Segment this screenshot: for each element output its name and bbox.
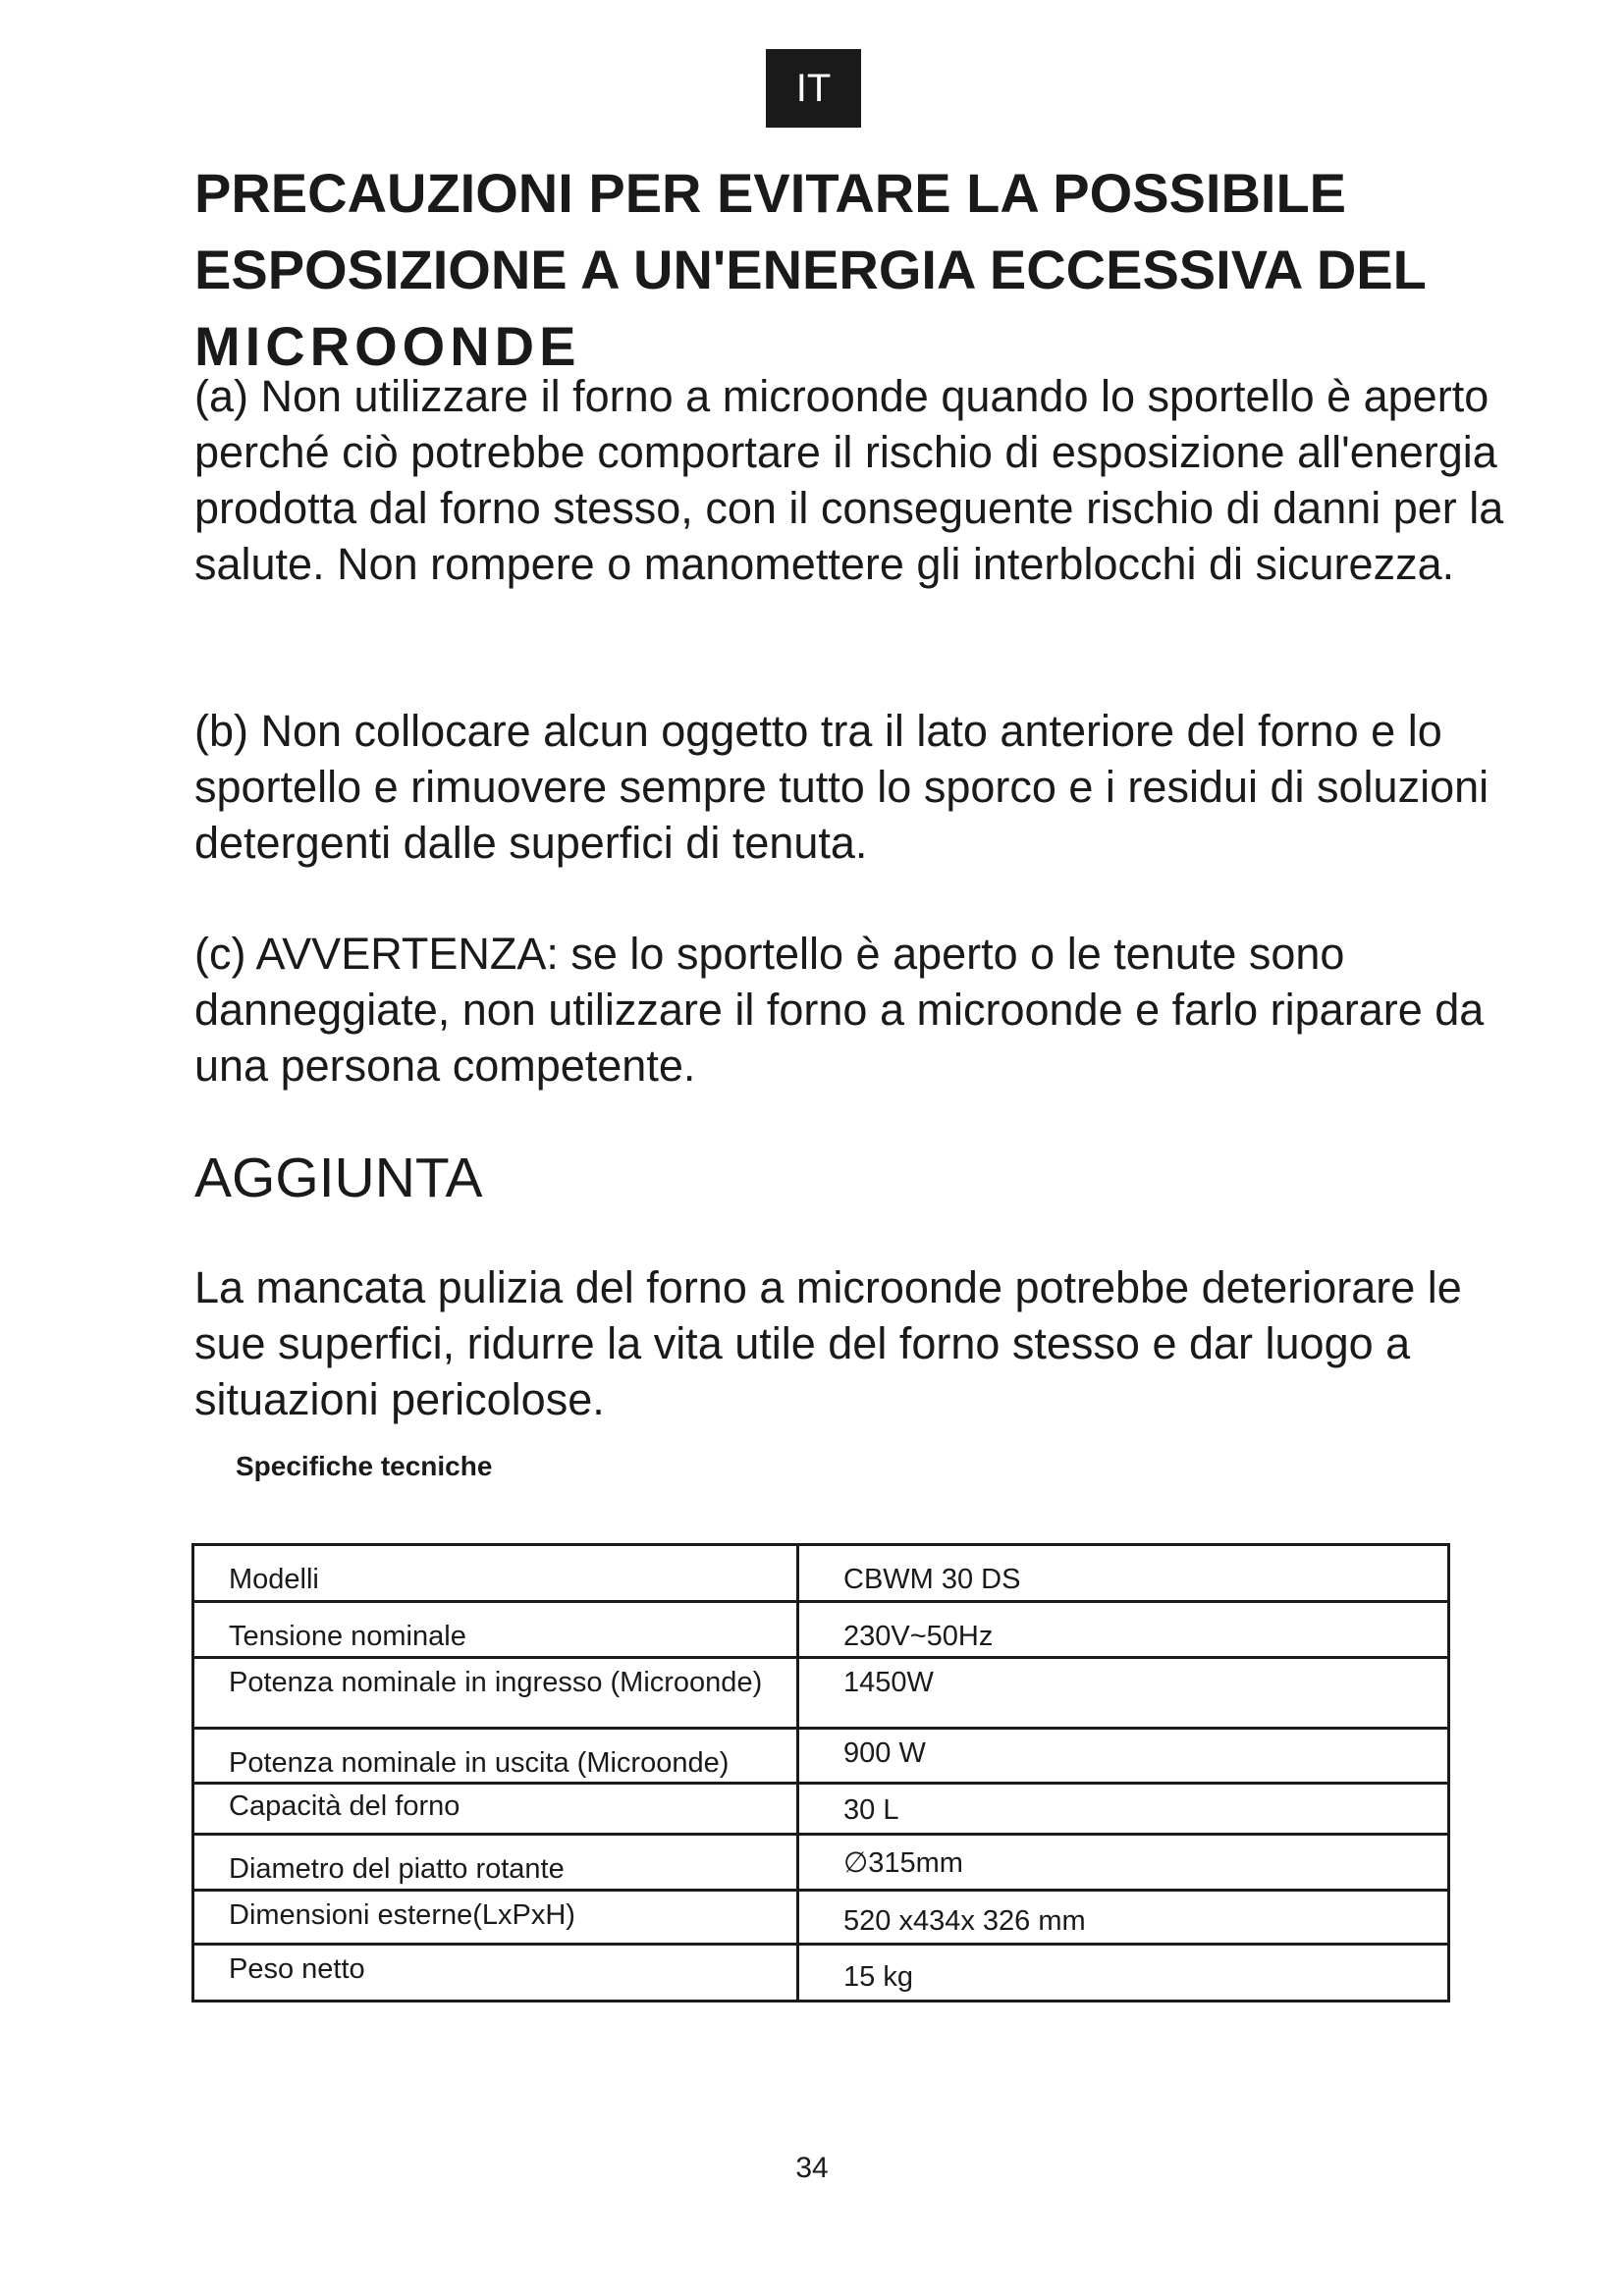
table-row — [193, 1545, 1449, 1602]
table-row — [193, 1658, 1449, 1729]
spec-label: Modelli — [193, 1545, 798, 1602]
table-row — [193, 1602, 1449, 1658]
title-line-3: MICROONDE — [194, 315, 581, 377]
addendum-text: La mancata pulizia del forno a microonde potrebbe deteriorare le sue superfici, ridurre la vita utile del forno stesso e dar luogo a situazioni pericolose. — [194, 1262, 1462, 1424]
table-row — [193, 1891, 1449, 1945]
addendum-heading: AGGIUNTA — [194, 1147, 483, 1209]
page-title — [194, 155, 1510, 385]
table-row — [193, 1945, 1449, 2002]
page-number: 34 — [795, 2152, 829, 2184]
spec-value: ∅315mm — [798, 1835, 1449, 1891]
spec-value: 230V~50Hz — [798, 1602, 1449, 1658]
spec-label: Capacità del forno — [193, 1784, 798, 1835]
table-row — [193, 1784, 1449, 1835]
table-row — [193, 1729, 1449, 1784]
spec-value: CBWM 30 DS — [798, 1545, 1449, 1602]
spec-value: 520 x434x 326 mm — [798, 1891, 1449, 1945]
specs-heading: Specifiche tecniche — [236, 1451, 493, 1481]
table-row — [193, 1835, 1449, 1891]
title-line-1: PRECAUZIONI PER EVITARE LA POSSIBILE — [194, 162, 1347, 224]
spec-label: Peso netto — [193, 1945, 798, 2002]
spec-label: Potenza nominale in ingresso (Microonde) — [193, 1658, 798, 1729]
precaution-a: (a) Non utilizzare il forno a microonde quando lo sportello è aperto perché ciò potrebbe comportare il rischio di esposizione all'energia prodotta dal forno stesso, con il conseguente rischio di danni per la salute. Non rompere o manomettere gli interblocchi di sicurezza. — [194, 371, 1504, 589]
precaution-b: (b) Non collocare alcun oggetto tra il lato anteriore del forno e lo sportello e rimuovere sempre tutto lo sporco e i residui di soluzioni detergenti dalle superfici di tenuta. — [194, 706, 1489, 868]
precaution-c: (c) AVVERTENZA: se lo sportello è aperto o le tenute sono danneggiate, non utilizzare il forno a microonde e farlo riparare da una persona competente. — [194, 929, 1485, 1091]
title-line-2: ESPOSIZIONE A UN'ENERGIA ECCESSIVA DEL — [194, 239, 1427, 300]
spec-label: Diametro del piatto rotante — [193, 1835, 798, 1891]
spec-label: Tensione nominale — [193, 1602, 798, 1658]
spec-value: 900 W — [798, 1729, 1449, 1784]
spec-value: 15 kg — [798, 1945, 1449, 2002]
spec-value: 30 L — [798, 1784, 1449, 1835]
spec-label: Dimensioni esterne(LxPxH) — [193, 1891, 798, 1945]
spec-value: 1450W — [798, 1658, 1449, 1729]
specs-table — [191, 1543, 1450, 2002]
spec-label: Potenza nominale in uscita (Microonde) — [193, 1729, 798, 1784]
language-badge: IT — [766, 49, 861, 128]
